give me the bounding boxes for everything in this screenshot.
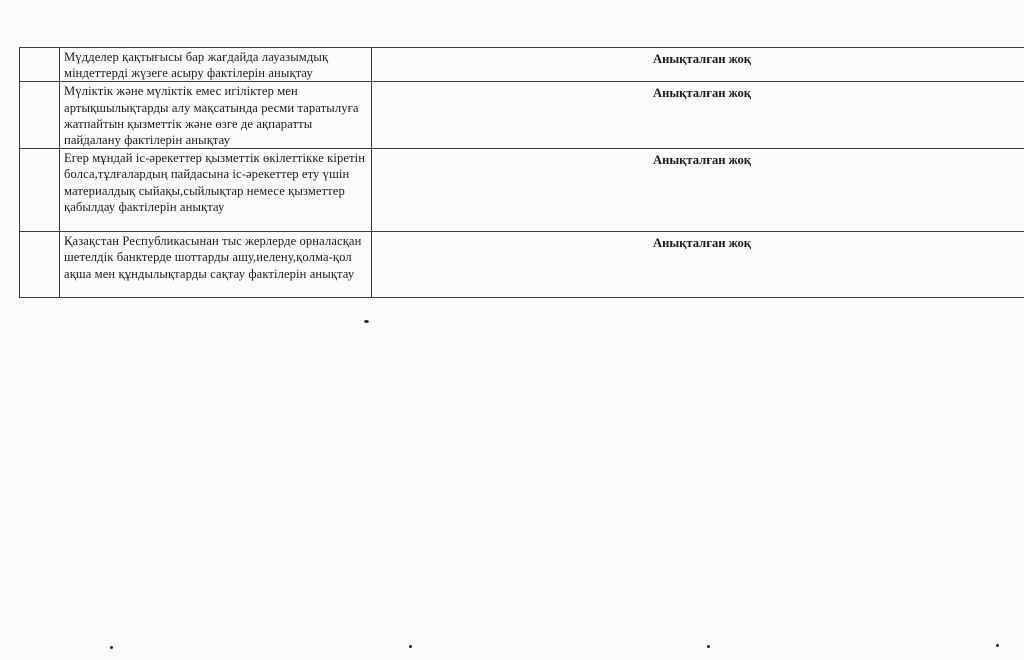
description-cell — [60, 232, 372, 298]
result-text: Анықталған жоқ — [652, 52, 752, 66]
description-cell — [60, 149, 372, 232]
result-cell — [372, 48, 1024, 82]
result-text: Анықталған жоқ — [652, 153, 752, 168]
result-cell — [372, 149, 1024, 232]
result-text: Анықталған жоқ — [652, 236, 752, 251]
row-number-cell — [20, 48, 60, 82]
description-cell — [60, 82, 372, 149]
row-number-cell — [20, 82, 60, 149]
result-text: Анықталған жоқ — [652, 86, 752, 101]
table-row — [20, 48, 1024, 82]
findings-table — [19, 47, 1024, 298]
table-row — [20, 232, 1024, 298]
scan-speck — [996, 644, 999, 647]
description-text: Егер мұндай іс-әрекеттер қызметтік өкілеттікке кіретін болса,тұлғалардың пайдасына іс-әрекеттер ету үшін материалдық сыйақы,сыйлықтар немесе қызметтер қабылдау фактілерін анықтау — [64, 151, 366, 214]
row-number-cell — [20, 149, 60, 232]
scan-speck — [110, 646, 113, 649]
scan-speck — [409, 645, 412, 648]
table-row — [20, 149, 1024, 232]
description-cell — [60, 48, 372, 82]
row-number-cell — [20, 232, 60, 298]
result-cell — [372, 82, 1024, 149]
description-text: Мүдделер қақтығысы бар жағдайда лауазымдық міндеттерді жүзеге асыру фактілерін анықтау — [64, 50, 329, 81]
table-row — [20, 82, 1024, 149]
scan-speck — [364, 320, 369, 323]
description-text: Мүліктік және мүліктік емес игіліктер мен артықшылықтарды алу мақсатында ресми таратылуға жатпайтын қызметтік және өзге де ақпаратты пайдалану фактілерін анықтау — [64, 84, 359, 148]
result-cell — [372, 232, 1024, 298]
description-text: Қазақстан Республикасынан тыс жерлерде орналасқан шетелдік банктерде шоттарды ашу,иелену,қолма-қол ақша мен құндылықтарды сақтау фактілерін анықтау — [64, 234, 362, 281]
scan-speck — [707, 645, 710, 648]
